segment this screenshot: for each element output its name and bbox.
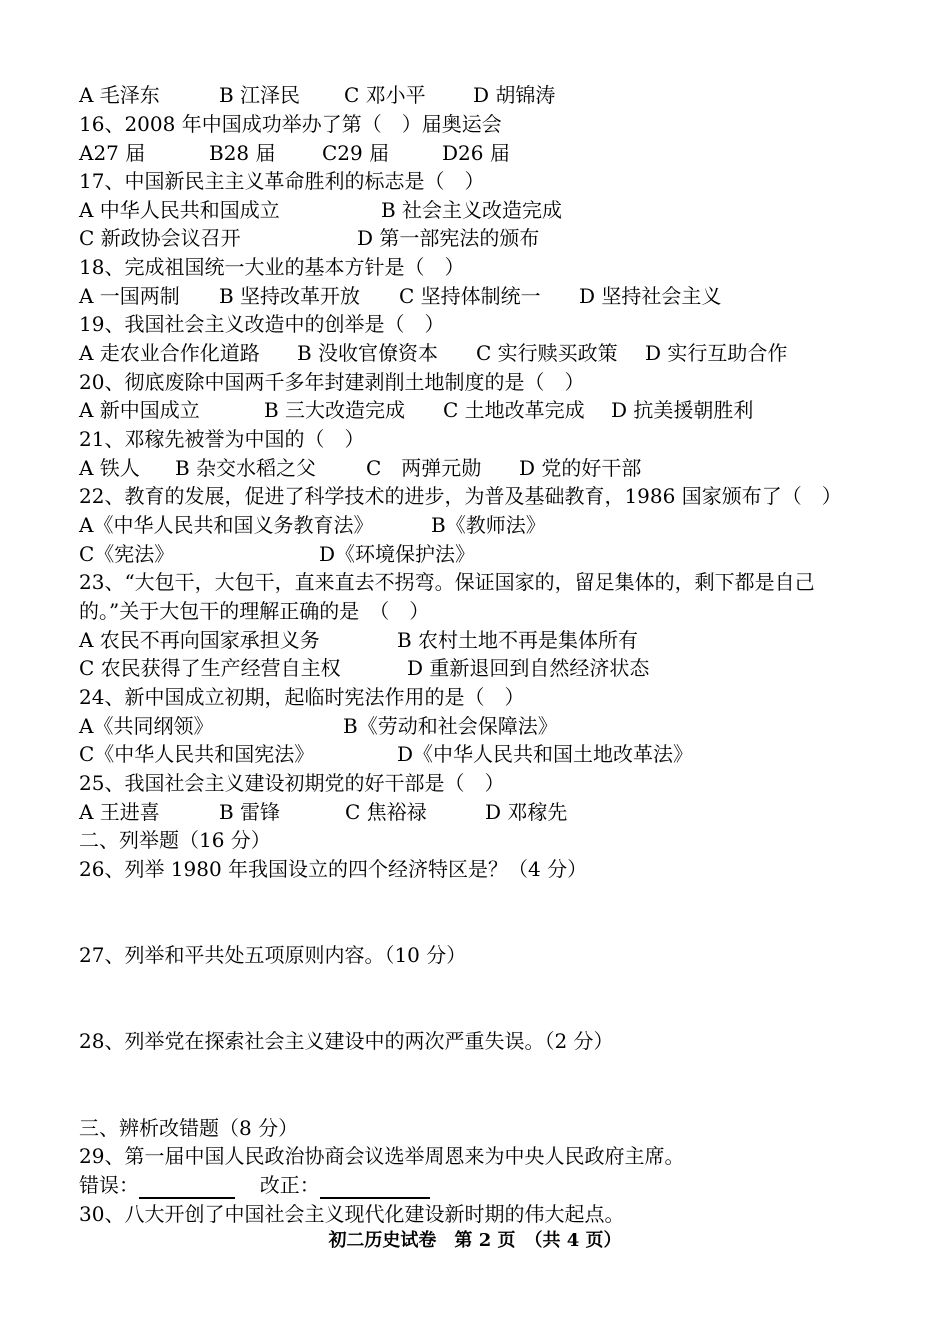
q29-answer-row: [79, 1171, 430, 1199]
q17-option-a: A 中华人民共和国成立: [79, 198, 280, 222]
page-footer: 初二历史试卷 第 2 页 （共 4 页）: [328, 1230, 622, 1251]
q26-stem: 26、列举 1980 年我国设立的四个经济特区是？（4 分）: [79, 857, 588, 881]
q23-option-c: C 农民获得了生产经营自主权: [79, 656, 341, 680]
q17-option-d: D 第一部宪法的颁布: [357, 226, 540, 250]
q15-option-b: B 江泽民: [219, 83, 301, 107]
q21-option-d: D 党的好干部: [519, 456, 642, 480]
q23-stem-line1: 23、“大包干，大包干，直来直去不拐弯。保证国家的，留足集体的，剩下都是自己: [79, 570, 815, 594]
q22-option-b: B《教师法》: [431, 513, 546, 537]
q20-stem: 20、彻底废除中国两千多年封建剥削土地制度的是（ ）: [79, 370, 585, 394]
q25-option-d: D 邓稼先: [485, 800, 568, 824]
q16-option-c: C29 届: [322, 141, 390, 165]
q28-stem: 28、列举党在探索社会主义建设中的两次严重失误。（2 分）: [79, 1029, 614, 1053]
q16-option-b: B28 届: [209, 141, 276, 165]
q22-stem: 22、教育的发展，促进了科学技术的进步，为普及基础教育，1986 国家颁布了（ ）: [79, 484, 842, 508]
q21-option-a: A 铁人: [79, 456, 140, 480]
q18-option-c: C 坚持体制统一: [399, 284, 541, 308]
q21-option-b: B 杂交水稻之父: [175, 456, 317, 480]
q16-stem: 16、2008 年中国成功举办了第（ ）届奥运会: [79, 112, 502, 136]
q25-option-c: C 焦裕禄: [345, 800, 427, 824]
q22-option-d: D《环境保护法》: [319, 542, 476, 566]
q30-stem: 30、八大开创了中国社会主义现代化建设新时期的伟大起点。: [79, 1202, 625, 1226]
q19-option-b: B 没收官僚资本: [297, 341, 439, 365]
q21-option-c: C 两弹元勋: [366, 456, 482, 480]
q19-option-c: C 实行赎买政策: [476, 341, 618, 365]
q16-option-d: D26 届: [442, 141, 510, 165]
q23-option-a: A 农民不再向国家承担义务: [79, 628, 320, 652]
section3-title: 三、辨析改错题（8 分）: [79, 1116, 299, 1140]
q21-stem: 21、邓稼先被誉为中国的（ ）: [79, 427, 365, 451]
correct-label: 改正：: [259, 1173, 320, 1197]
q23-option-d: D 重新退回到自然经济状态: [407, 656, 650, 680]
q18-option-b: B 坚持改革开放: [219, 284, 361, 308]
q20-option-d: D 抗美援朝胜利: [611, 398, 754, 422]
q23-option-b: B 农村土地不再是集体所有: [397, 628, 639, 652]
q17-option-b: B 社会主义改造完成: [381, 198, 563, 222]
q18-stem: 18、完成祖国统一大业的基本方针是（ ）: [79, 255, 465, 279]
q20-option-c: C 土地改革完成: [443, 398, 585, 422]
q17-option-c: C 新政协会议召开: [79, 226, 241, 250]
q24-option-a: A《共同纲领》: [79, 714, 214, 738]
q27-stem: 27、列举和平共处五项原则内容。（10 分）: [79, 943, 467, 967]
q24-option-c: C《中华人民共和国宪法》: [79, 742, 315, 766]
q25-option-b: B 雷锋: [219, 800, 281, 824]
q24-option-d: D《中华人民共和国土地改革法》: [397, 742, 694, 766]
q29-stem: 29、第一届中国人民政治协商会议选举周恩来为中央人民政府主席。: [79, 1144, 685, 1168]
section2-title: 二、列举题（16 分）: [79, 828, 271, 852]
correct-answer-blank[interactable]: [320, 1175, 430, 1199]
q22-option-a: A《中华人民共和国义务教育法》: [79, 513, 374, 537]
q25-option-a: A 王进喜: [79, 800, 160, 824]
q17-stem: 17、中国新民主主义革命胜利的标志是（ ）: [79, 169, 485, 193]
q20-option-b: B 三大改造完成: [264, 398, 406, 422]
q18-option-a: A 一国两制: [79, 284, 180, 308]
q15-option-d: D 胡锦涛: [473, 83, 556, 107]
error-label: 错误：: [79, 1173, 139, 1197]
q18-option-d: D 坚持社会主义: [579, 284, 722, 308]
q23-stem-line2: 的。”关于大包干的理解正确的是 （ ）: [79, 599, 430, 623]
q19-stem: 19、我国社会主义改造中的创举是（ ）: [79, 312, 445, 336]
q22-option-c: C《宪法》: [79, 542, 175, 566]
q19-option-a: A 走农业合作化道路: [79, 341, 260, 365]
q25-stem: 25、我国社会主义建设初期党的好干部是（ ）: [79, 771, 505, 795]
q20-option-a: A 新中国成立: [79, 398, 200, 422]
q16-option-a: A27 届: [79, 141, 146, 165]
q19-option-d: D 实行互助合作: [645, 341, 788, 365]
q24-option-b: B《劳动和社会保障法》: [343, 714, 558, 738]
q15-option-a: A 毛泽东: [79, 83, 160, 107]
error-answer-blank[interactable]: [139, 1175, 235, 1199]
q15-option-c: C 邓小平: [344, 83, 426, 107]
q24-stem: 24、新中国成立初期，起临时宪法作用的是（ ）: [79, 685, 525, 709]
